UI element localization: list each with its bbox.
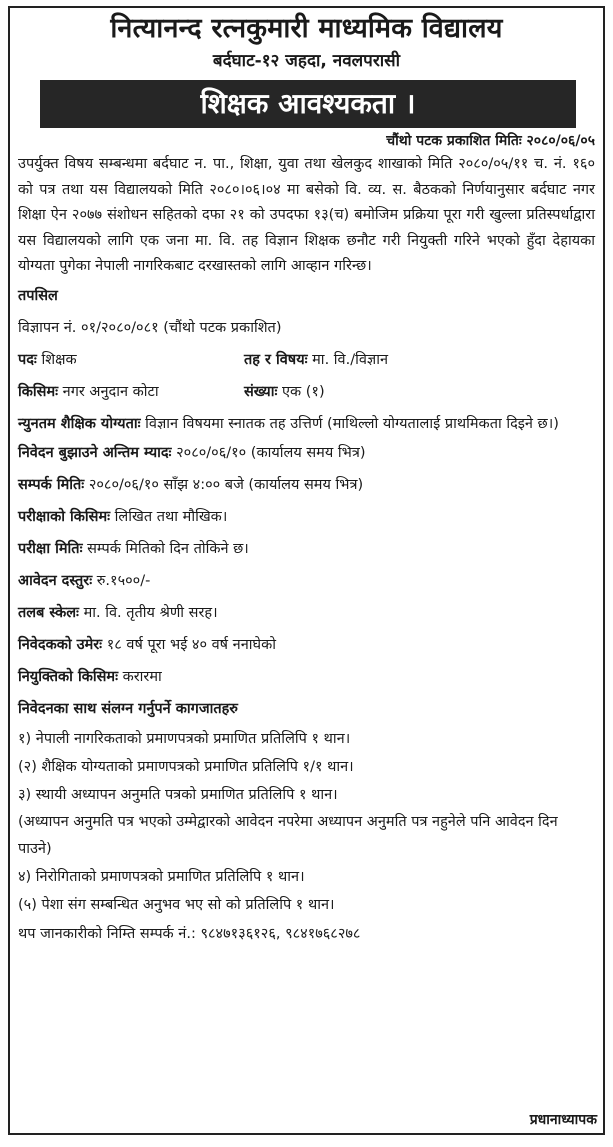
post-value: शिक्षक xyxy=(36,351,77,368)
level-label: तह र विषयः xyxy=(244,351,308,368)
notice-banner: शिक्षक आवश्यकता । xyxy=(40,80,576,128)
salary-value: मा. वि. तृतीय श्रेणी सरह। xyxy=(78,604,218,621)
fee-label: आवेदन दस्तुरः xyxy=(18,572,93,589)
deadline-value: २०८०/०६/१० (कार्यालय समय भित्र) xyxy=(171,444,366,461)
fee-value: रु.१५००/- xyxy=(92,572,151,589)
exam-type-value: लिखित तथा मौखिक। xyxy=(110,508,228,525)
ad-number: विज्ञापन नं. ०१/२०८०/०८१ (चौंथो पटक प्रकाशित) xyxy=(18,319,282,336)
type-value: नगर अनुदान कोटा xyxy=(58,383,159,400)
post-label: पदः xyxy=(18,351,37,368)
level-value: मा. वि./विज्ञान xyxy=(307,351,389,368)
license-note: (अध्यापन अनुमति पत्र भएको उम्मेद्वारको आवेदन नपरेमा अध्यापन अनुमति पत्र नहुनेले पनि आवेदन दिन पाउने) xyxy=(18,813,558,857)
deadline-row xyxy=(18,437,595,469)
post-row xyxy=(18,344,595,376)
fee-row xyxy=(18,565,595,597)
contact-date-row xyxy=(18,469,595,501)
salary-row xyxy=(18,597,595,629)
publication-date: चौंथो पटक प्रकाशित मितिः २०८०/०६/०५ xyxy=(386,133,595,149)
notice-page xyxy=(8,6,605,1135)
appointment-row xyxy=(18,661,595,693)
deadline-label: निवेदन बुझाउने अन्तिम म्यादः xyxy=(18,444,172,461)
appointment-value: करारमा xyxy=(118,668,162,685)
document-item: (२) शैक्षिक योग्यताको प्रमाणपत्रको प्रमाणित प्रतिलिपि १/१ थान। xyxy=(18,758,354,775)
appointment-label: नियुक्तिको किसिमः xyxy=(18,668,118,685)
age-value: १८ वर्ष पूरा भई ४० वर्ष ननाघेको xyxy=(102,636,276,653)
school-address: बर्दघाट-१२ जहदा, नवलपरासी xyxy=(212,51,401,71)
details-heading: तपसिल xyxy=(18,287,58,304)
type-row xyxy=(18,376,595,408)
qualification-row xyxy=(18,408,595,437)
age-row xyxy=(18,629,595,661)
document-item: ३) स्थायी अध्यापन अनुमति पत्रको प्रमाणित प्रतिलिपि १ थान। xyxy=(18,786,338,803)
document-item: १) नेपाली नागरिकताको प्रमाणपत्रको प्रमाणित प्रतिलिपि १ थान। xyxy=(18,730,351,747)
exam-date-label: परीक्षा मितिः xyxy=(18,540,83,557)
exam-date-row xyxy=(18,533,595,565)
count-value: एक (१) xyxy=(277,383,325,400)
intro-paragraph: उपर्युक्त विषय सम्बन्धमा बर्दघाट न. पा., शिक्षा, युवा तथा खेलकुद शाखाको मिति २०८०/०५/११ च. नं. १६० को पत्र तथा यस विद्यालयको मिति २०८०।०६।०४ मा बसेको वि. व्य. स. बैठकको निर्णयानुसार बर्दघाट नगर शिक्षा ऐन २०७७ संशोधन सहितको दफा २१ को उपदफा १३(च) बमोजिम प्रक्रिया पूरा गरी खुल्ला प्रतिस्पर्धाद्वारा यस विद्यालयको लागि एक जना मा. वि. तह विज्ञान शिक्षक छनौट गरी नियुक्ती गरिने भएको हुँदा देहायका योग्यता पुगेका नेपाली नागरिकबाट दरखास्तको लागि आव्हान गरिन्छ। xyxy=(18,156,595,274)
contact-info: थप जानकारीको निम्ति सम्पर्क नं.: ९८४७१३६१२६, ९८४१७६८२७८ xyxy=(18,925,361,942)
qualification-value: विज्ञान विषयमा स्नातक तह उत्तिर्ण (माथिल्लो योग्यतालाई प्राथमिकता दिइने छ।) xyxy=(140,415,559,432)
exam-type-label: परीक्षाको किसिमः xyxy=(18,508,111,525)
document-item: (५) पेशा संग सम्बन्धित अनुभव भए सो को प्रतिलिपि १ थान। xyxy=(18,896,335,913)
documents-heading: निवेदनका साथ संलग्न गर्नुपर्ने कागजातहरु xyxy=(18,700,238,717)
count-label: संख्याः xyxy=(244,383,278,400)
exam-date-value: सम्पर्क मितिको दिन तोकिने छ। xyxy=(82,540,249,557)
age-label: निवेदकको उमेरः xyxy=(18,636,103,653)
type-label: किसिमः xyxy=(18,383,59,400)
signature: प्रधानाध्यापक xyxy=(529,1112,597,1128)
contact-date-value: २०८०/०६/१० साँझ ४:०० बजे (कार्यालय समय भित्र) xyxy=(84,476,364,493)
qualification-label: न्युनतम शैक्षिक योग्यताः xyxy=(18,415,141,432)
notice-content xyxy=(10,152,603,949)
exam-type-row xyxy=(18,501,595,533)
school-name: नित्यानन्द रत्नकुमारी माध्यमिक विद्यालय xyxy=(110,13,503,44)
document-item: ४) निरोगिताको प्रमाणपत्रको प्रमाणित प्रतिलिपि १ थान। xyxy=(18,868,305,885)
salary-label: तलब स्केलः xyxy=(18,604,79,621)
contact-date-label: सम्पर्क मितिः xyxy=(18,476,85,493)
